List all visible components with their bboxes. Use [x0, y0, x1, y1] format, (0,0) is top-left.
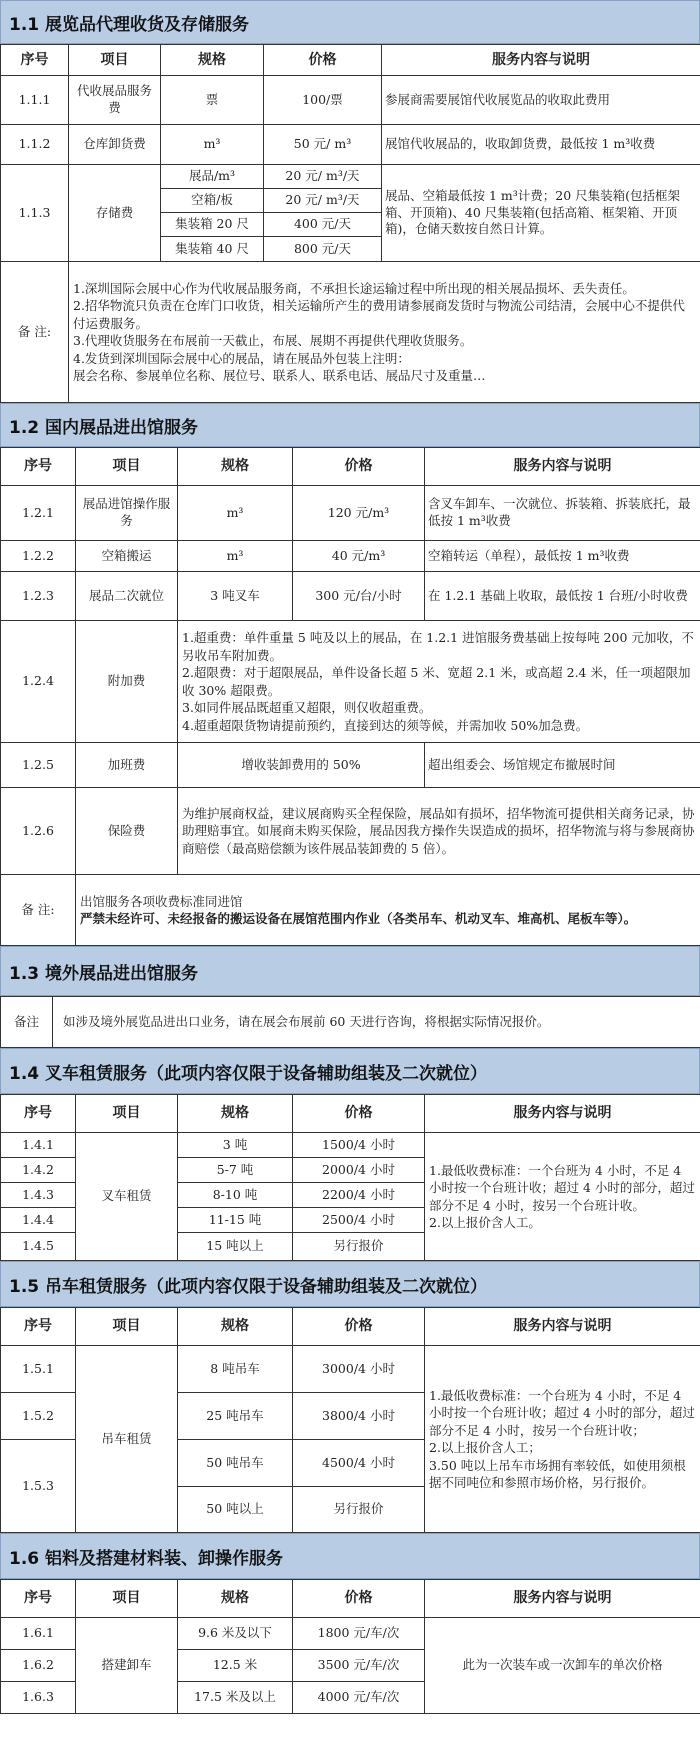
- row-desc: 展品、空箱最低按 1 m³计费；20 尺集装箱(包括框架箱、开顶箱)、40 尺集装箱(包括高箱、框架箱、开顶箱)，仓储天数按自然日计算。: [382, 165, 700, 262]
- row-price: 1800 元/车/次: [293, 1618, 425, 1650]
- section-title-1-5: 1.5 吊车租赁服务（此项内容仅限于设备辅助组装及二次就位）: [0, 1261, 700, 1307]
- row-price: 100/票: [264, 76, 382, 125]
- notes-body: 如涉及境外展览品进出口业务，请在展会布展前 60 天进行咨询，将根据实际情况报价。: [53, 997, 700, 1048]
- row-item: 展品进馆操作服务: [76, 486, 178, 541]
- row-spec: 12.5 米: [178, 1650, 293, 1682]
- row-item: 吊车租赁: [76, 1346, 178, 1533]
- header-spec: 规格: [178, 1580, 293, 1618]
- table-row: [1, 1346, 700, 1393]
- table-row: [1, 1618, 700, 1650]
- header-no: 序号: [1, 1308, 76, 1346]
- notes-label: 备 注:: [1, 875, 76, 946]
- row-price: 800 元/天: [264, 237, 382, 262]
- row-no: 1.1.2: [1, 125, 69, 165]
- row-spec: 空箱/板: [161, 189, 264, 213]
- notes-body: [76, 875, 700, 946]
- note-line: 3.50 吨以上吊车市场拥有率较低，如使用须根据不同吨位和参照市场价格，另行报价。: [429, 1457, 686, 1490]
- row-price: 20 元/ m³/天: [264, 165, 382, 189]
- row-price: 50 元/ m³: [264, 125, 382, 165]
- row-no: 1.4.1: [1, 1133, 76, 1158]
- header-row: [1, 1095, 700, 1133]
- row-spec: 集装箱 40 尺: [161, 237, 264, 262]
- table-row: [1, 541, 700, 572]
- note-line: 2.招华物流只负责在仓库门口收货，相关运输所产生的费用请参展商发货时与物流公司结清，会展中心不提供代付运费服务。: [73, 298, 685, 331]
- row-no: 1.2.5: [1, 743, 76, 788]
- section-title-1-4: 1.4 叉车租赁服务（此项内容仅限于设备辅助组装及二次就位）: [0, 1048, 700, 1094]
- table-row: [1, 1133, 700, 1158]
- row-item: 保险费: [76, 788, 178, 875]
- row-spec: 票: [161, 76, 264, 125]
- row-desc: 在 1.2.1 基础上收取，最低按 1 台班/小时收费: [425, 572, 700, 621]
- table-row: [1, 743, 700, 788]
- row-price: 2200/4 小时: [293, 1183, 425, 1208]
- header-item: 项目: [69, 45, 161, 76]
- row-no: 1.1.1: [1, 76, 69, 125]
- row-price: 40 元/m³: [293, 541, 425, 572]
- header-spec: 规格: [178, 448, 293, 486]
- table-1-3: [0, 996, 700, 1048]
- row-price: 另行报价: [293, 1233, 425, 1261]
- row-item: 叉车租赁: [76, 1133, 178, 1261]
- note-line: 1.超重费：单件重量 5 吨及以上的展品，在 1.2.1 进馆服务费基础上按每吨 200 元加收，不另收吊车附加费。: [182, 630, 694, 663]
- table-row: [1, 572, 700, 621]
- header-price: 价格: [293, 1095, 425, 1133]
- header-item: 项目: [76, 1308, 178, 1346]
- header-price: 价格: [264, 45, 382, 76]
- row-item: 加班费: [76, 743, 178, 788]
- notes-label: 备 注:: [1, 262, 69, 403]
- row-price: 300 元/台/小时: [293, 572, 425, 621]
- row-spec: 9.6 米及以下: [178, 1618, 293, 1650]
- row-item: 代收展品服务费: [69, 76, 161, 125]
- row-no: 1.4.3: [1, 1183, 76, 1208]
- row-spec: m³: [161, 125, 264, 165]
- row-spec: 50 吨吊车: [178, 1440, 293, 1487]
- table-row: [1, 788, 700, 875]
- note-line: 展会名称、参展单位名称、展位号、联系人、联系电话、展品尺寸及重量…: [73, 368, 486, 383]
- row-item: 搭建卸车: [76, 1618, 178, 1714]
- notes-row: [1, 875, 700, 946]
- table-1-1: [0, 44, 700, 403]
- note-line: 3.如同件展品既超重又超限，则仅收超重费。: [182, 700, 432, 715]
- note-line: 4.发货到深圳国际会展中心的展品，请在展品外包装上注明：: [73, 350, 410, 366]
- row-spec: 50 吨以上: [178, 1487, 293, 1533]
- row-item: 空箱搬运: [76, 541, 178, 572]
- row-desc: 空箱转运（单程），最低按 1 m³收费: [425, 541, 700, 572]
- row-spec: 增收装卸费用的 50%: [178, 743, 425, 788]
- header-no: 序号: [1, 448, 76, 486]
- row-no: 1.2.3: [1, 572, 76, 621]
- note-line: 4.超重超限货物请提前预约，直接到达的须等候，并需加收 50%加急费。: [182, 717, 589, 733]
- note-line-bold: 严禁未经许可、未经报备的搬运设备在展馆范围内作业（各类吊车、机动叉车、堆高机、尾板车等）。: [80, 911, 637, 926]
- row-spec: 集装箱 20 尺: [161, 213, 264, 237]
- row-price: 另行报价: [293, 1487, 425, 1533]
- row-desc: 超出组委会、场馆规定布撤展时间: [425, 743, 700, 788]
- header-desc: 服务内容与说明: [425, 1095, 700, 1133]
- header-desc: 服务内容与说明: [425, 1308, 700, 1346]
- table-1-2: [0, 447, 700, 946]
- row-no: 1.4.5: [1, 1233, 76, 1261]
- row-spec: 15 吨以上: [178, 1233, 293, 1261]
- header-spec: 规格: [178, 1095, 293, 1133]
- header-price: 价格: [293, 448, 425, 486]
- notes-row: [1, 262, 700, 403]
- row-price: 2000/4 小时: [293, 1158, 425, 1183]
- note-line: 出馆服务各项收费标准同进馆: [80, 893, 243, 909]
- table-row: [1, 76, 700, 125]
- row-spec: 8 吨吊车: [178, 1346, 293, 1393]
- row-price: 3500 元/车/次: [293, 1650, 425, 1682]
- header-row: [1, 448, 700, 486]
- header-price: 价格: [293, 1580, 425, 1618]
- row-price: 4000 元/车/次: [293, 1682, 425, 1714]
- row-price: 2500/4 小时: [293, 1208, 425, 1233]
- table-row: [1, 621, 700, 743]
- section-title-1-3: 1.3 境外展品进出馆服务: [0, 946, 700, 996]
- note-line: 2.以上报价含人工；: [429, 1440, 541, 1455]
- row-desc: [425, 1133, 700, 1261]
- notes-row: [1, 997, 700, 1048]
- row-spec: m³: [178, 486, 293, 541]
- table-row: [1, 486, 700, 541]
- header-item: 项目: [76, 448, 178, 486]
- row-price: 3000/4 小时: [293, 1346, 425, 1393]
- row-desc: 此为一次装车或一次卸车的单次价格: [425, 1618, 700, 1714]
- header-row: [1, 1580, 700, 1618]
- row-desc: 为维护展商权益，建议展商购买全程保险，展品如有损坏，招华物流可提供相关商务记录，协助理赔事宜。如展商未购买保险，展品因我方操作失误造成的损坏，招华物流与将与参展商协商赔偿（最高赔偿额为该件展品装卸费的 5 倍）。: [178, 788, 700, 875]
- row-price: 1500/4 小时: [293, 1133, 425, 1158]
- row-no: 1.1.3: [1, 165, 69, 262]
- notes-body: [69, 262, 700, 403]
- note-line: 3.代理收货服务在布展前一天截止，布展、展期不再提供代理收货服务。: [73, 333, 473, 348]
- table-1-4: [0, 1094, 700, 1261]
- row-price: 4500/4 小时: [293, 1440, 425, 1487]
- row-spec: 11-15 吨: [178, 1208, 293, 1233]
- row-item: 存储费: [69, 165, 161, 262]
- row-desc: [425, 1346, 700, 1533]
- row-spec: 3 吨叉车: [178, 572, 293, 621]
- row-item: 仓库卸货费: [69, 125, 161, 165]
- header-spec: 规格: [178, 1308, 293, 1346]
- row-spec: 5-7 吨: [178, 1158, 293, 1183]
- header-desc: 服务内容与说明: [382, 45, 700, 76]
- table-1-6: [0, 1579, 700, 1714]
- note-line: 1.深圳国际会展中心作为代收展品服务商，不承担长途运输过程中所出现的相关展品损坏、丢失责任。: [73, 280, 635, 296]
- row-desc: 参展商需要展馆代收展览品的收取此费用: [382, 76, 700, 125]
- row-no: 1.4.4: [1, 1208, 76, 1233]
- row-spec: 25 吨吊车: [178, 1393, 293, 1440]
- row-spec: 17.5 米及以上: [178, 1682, 293, 1714]
- table-row: [1, 125, 700, 165]
- row-price: 20 元/ m³/天: [264, 189, 382, 213]
- note-line: 1.最低收费标准：一个台班为 4 小时，不足 4 小时按一个台班计收；超过 4 小时的部分，超过部分不足 4 小时，按另一个台班计收。: [429, 1162, 695, 1213]
- note-line: 1.最低收费标准：一个台班为 4 小时，不足 4 小时按一个台班计收；超过 4 小时的部分，超过部分不足 4 小时，按另一个台班计收；: [429, 1387, 695, 1438]
- row-price: 120 元/m³: [293, 486, 425, 541]
- row-item: 附加费: [76, 621, 178, 743]
- row-no: 1.5.3: [1, 1440, 76, 1533]
- row-price: 400 元/天: [264, 213, 382, 237]
- row-no: 1.6.1: [1, 1618, 76, 1650]
- section-title-1-1: 1.1 展览品代理收货及存储服务: [0, 0, 700, 44]
- header-row: [1, 45, 700, 76]
- header-row: [1, 1308, 700, 1346]
- row-no: 1.2.1: [1, 486, 76, 541]
- header-spec: 规格: [161, 45, 264, 76]
- header-no: 序号: [1, 1095, 76, 1133]
- header-desc: 服务内容与说明: [425, 1580, 700, 1618]
- header-price: 价格: [293, 1308, 425, 1346]
- row-no: 1.2.6: [1, 788, 76, 875]
- header-no: 序号: [1, 45, 69, 76]
- notes-label: 备注: [1, 997, 53, 1048]
- row-no: 1.6.2: [1, 1650, 76, 1682]
- header-item: 项目: [76, 1580, 178, 1618]
- row-spec: m³: [178, 541, 293, 572]
- header-no: 序号: [1, 1580, 76, 1618]
- row-spec: 展品/m³: [161, 165, 264, 189]
- row-price: 3800/4 小时: [293, 1393, 425, 1440]
- table-row: [1, 165, 700, 189]
- row-no: 1.5.1: [1, 1346, 76, 1393]
- header-desc: 服务内容与说明: [425, 448, 700, 486]
- table-1-5: [0, 1307, 700, 1533]
- row-desc: 展馆代收展品的，收取卸货费，最低按 1 m³收费: [382, 125, 700, 165]
- row-spec: 8-10 吨: [178, 1183, 293, 1208]
- row-spec: 3 吨: [178, 1133, 293, 1158]
- row-item: 展品二次就位: [76, 572, 178, 621]
- row-desc: 含叉车卸车、一次就位、拆装箱、拆装底托，最低按 1 m³收费: [425, 486, 700, 541]
- note-line: 2.以上报价含人工。: [429, 1215, 541, 1230]
- note-line: 2.超限费：对于超限展品，单件设备长超 5 米、宽超 2.1 米，或高超 2.4 米，任一项超限加收 30% 超限费。: [182, 665, 691, 698]
- row-no: 1.2.2: [1, 541, 76, 572]
- row-desc: [178, 621, 700, 743]
- row-no: 1.4.2: [1, 1158, 76, 1183]
- header-item: 项目: [76, 1095, 178, 1133]
- section-title-1-6: 1.6 铝料及搭建材料装、卸操作服务: [0, 1533, 700, 1579]
- row-no: 1.2.4: [1, 621, 76, 743]
- row-no: 1.6.3: [1, 1682, 76, 1714]
- row-no: 1.5.2: [1, 1393, 76, 1440]
- section-title-1-2: 1.2 国内展品进出馆服务: [0, 403, 700, 447]
